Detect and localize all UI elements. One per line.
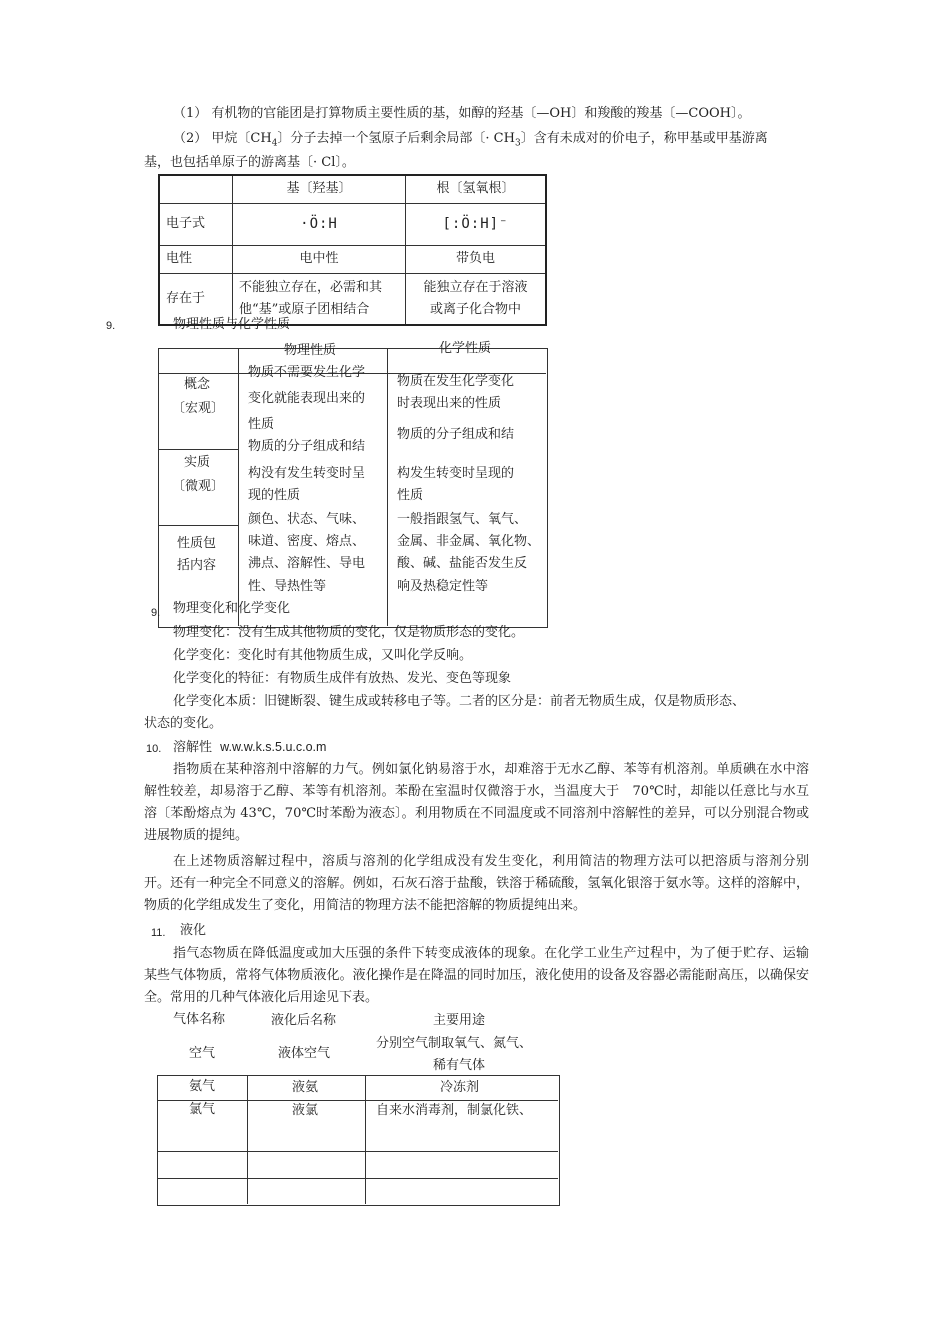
essence-phys-l3: 现的性质 (248, 488, 301, 503)
root-charge: 带负电 (406, 245, 547, 273)
intro-p2-a: （2） 甲烷〔CH (173, 131, 272, 146)
gas-row1-liquid: 液体空气 (278, 1046, 331, 1061)
gas-row2-use: 冷冻剂 (440, 1080, 480, 1095)
essence-phys-l1: 物质的分子组成和结 (248, 439, 366, 454)
base-exist-l1: 不能独立存在，必需和其 (239, 279, 383, 295)
intro-p2-b: 〕分子去掉一个氢原子后剩余局部〔· CH (277, 131, 515, 146)
concept-label2: 〔宏观〕 (172, 401, 225, 416)
gas-row3-name: 氯气 (189, 1102, 216, 1117)
prop-row3-line-a (158, 525, 239, 526)
base-charge: 电中性 (233, 245, 406, 273)
exist-label: 存在于 (159, 273, 233, 325)
sec9b-title: 物理变化和化学变化 (173, 601, 291, 616)
content-phys-l3: 沸点、溶解性、导电 (248, 556, 366, 571)
sec9a-title: 物理性质与化学性质 (173, 317, 291, 332)
essence-chem-l1: 物质的分子组成和结 (397, 427, 515, 442)
chem-header: 化学性质 (439, 341, 492, 356)
phys-header: 物理性质 (284, 343, 337, 358)
gas-row2-liquid: 液氨 (292, 1080, 319, 1095)
prop-col2-line (387, 348, 388, 626)
sec9a-num: 9. (106, 320, 116, 332)
essence-chem-l2: 构发生转变时呈现的 (397, 466, 515, 481)
gas-row-line-2 (157, 1151, 558, 1152)
sec11-title: 液化 (180, 923, 207, 938)
base-root-table (158, 174, 547, 326)
gas-header-name: 气体名称 (173, 1012, 226, 1027)
intro-p2-line2: 基，也包括单原子的游离基〔· Cl〕。 (144, 155, 355, 170)
content-chem-l1: 一般指跟氢气、氧气、 (397, 512, 528, 527)
content-chem-l2: 金属、非金属、氧化物、 (397, 534, 541, 549)
gas-row1-use-l2: 稀有气体 (433, 1058, 486, 1073)
gas-col1-line (247, 1075, 248, 1204)
concept-chem-l1: 物质在发生化学变化 (397, 374, 515, 389)
gas-header-use: 主要用途 (433, 1013, 486, 1028)
prop-col1-line (238, 348, 239, 626)
sec11-num: 11. (151, 927, 166, 939)
concept-phys-l1: 物质不需要发生化学 (248, 365, 366, 380)
intro-p1: （1） 有机物的官能团是打算物质主要性质的基，如醇的羟基〔—OH〕和羧酸的羧基〔—COOH〕。 (173, 106, 751, 121)
sec10-p2: 在上述物质溶解过程中，溶质与溶剂的化学组成没有发生变化，利用简洁的物理方法可以把溶质与溶剂分别开。还有一种完全不同意义的溶解。例如，石灰石溶于盐酸，铁溶于稀硫酸，氢氧化银溶于氨水等。这样的溶解中，物质的化学组成发生了变化，用简洁的物理方法不能把溶解的物质提纯出来。 (144, 854, 809, 913)
sec9b-tail: 状态的变化。 (144, 716, 223, 731)
content-phys-l1: 颜色、状态、气味、 (248, 512, 366, 527)
root-exist-l1: 能独立存在于溶液 (423, 279, 528, 295)
charge-label: 电性 (159, 245, 233, 273)
gas-row1-use-l1: 分别空气制取氧气、氮气、 (376, 1036, 533, 1051)
concept-phys-l2: 变化就能表现出来的 (248, 391, 366, 406)
concept-phys-l3: 性质 (248, 417, 275, 432)
sec10-heading (173, 736, 326, 759)
base-exist-l2: 他“基”或原子团相结合 (239, 301, 370, 317)
essence-chem-l3: 性质 (397, 488, 424, 503)
content-label2: 括内容 (177, 558, 217, 573)
base-header: 基〔羟基〕 (233, 175, 406, 203)
prop-row2-line-a (158, 449, 239, 450)
sec10-num: 10. (146, 743, 162, 755)
sec9b-line3: 化学变化的特征：有物质生成伴有放热、发光、变色等现象 (173, 671, 512, 686)
content-phys-l2: 味道、密度、熔点、 (248, 534, 366, 549)
gas-row2-name: 氨气 (189, 1079, 216, 1094)
intro-p2-c: 〕含有未成对的价电子，称甲基或甲基游离 (520, 131, 768, 146)
sec10-title: 溶解性 (173, 740, 213, 755)
hydroxyl-lewis: ·Ö:H (233, 203, 406, 245)
sec9b-line4: 化学变化本质：旧键断裂、键生成或转移电子等。二者的区分是：前者无物质生成，仅是物质形态、 (173, 694, 746, 709)
content-chem-l3: 酸、碱、盐能否发生反 (397, 556, 528, 571)
electron-formula-label: 电子式 (159, 203, 233, 245)
concept-chem-l2: 时表现出来的性质 (397, 396, 502, 411)
sec9b-num: 9. (151, 607, 161, 619)
sec11-p1: 指气态物质在降低温度或加大压强的条件下转变成液体的现象。在化学工业生产过程中，为了便于贮存、运输某些气体物质，常将气体物质液化。液化操作是在降温的同时加压，液化使用的设备及容器必需能耐高压，以确保安全。常用的几种气体液化后用途见下表。 (144, 946, 809, 1005)
gas-row-line-3 (157, 1178, 558, 1179)
gas-header-liquid: 液化后名称 (271, 1013, 337, 1028)
content-label1: 性质包 (177, 536, 217, 551)
concept-label1: 概念 (184, 377, 211, 392)
essence-label2: 〔微观〕 (172, 479, 225, 494)
content-chem-l4: 响及热稳定性等 (397, 579, 489, 594)
intro-p2-sub2: 3 (514, 138, 521, 149)
hydroxide-lewis: [:Ö:H]⁻ (406, 203, 547, 245)
gas-row1-name: 空气 (189, 1046, 216, 1061)
gas-col2-line (365, 1075, 366, 1204)
essence-label1: 实质 (184, 455, 211, 470)
content-phys-l4: 性、导热性等 (248, 579, 327, 594)
gas-row3-use: 自来水消毒剂，制氯化铁、 (376, 1103, 533, 1118)
intro-p2-sub1: 4 (271, 138, 278, 149)
root-exist-l2: 或离子化合物中 (429, 301, 521, 317)
intro-p2-line1 (173, 128, 768, 155)
root-header: 根〔氢氧根〕 (406, 175, 547, 203)
sec9b-line1: 物理变化：没有生成其他物质的变化，仅是物质形态的变化。 (173, 625, 525, 640)
sec10-p1: 指物质在某种溶剂中溶解的力气。例如氯化钠易溶于水，却难溶于无水乙醇、苯等有机溶剂。单质碘在水中溶解性较差，却易溶于乙醇、苯等有机溶剂。苯酚在室温时仅微溶于水，当温度大于 70℃时，却能以任意比与水互溶〔苯酚熔点为 43℃，70℃时苯酚为液态〕。利用物质在不同温度或不同溶剂中溶解性的差异，可以分别混合物或进展物质的提纯。 (144, 762, 809, 843)
sec10-site: w.w.w.k.s.5.u.c.o.m (220, 740, 327, 754)
gas-row3-liquid: 液氯 (292, 1103, 319, 1118)
sec9b-line2: 化学变化：变化时有其他物质生成，又叫化学反响。 (173, 648, 473, 663)
base-root-corner (159, 175, 233, 203)
essence-phys-l2: 构没有发生转变时呈 (248, 466, 366, 481)
gas-table-border (157, 1075, 560, 1206)
